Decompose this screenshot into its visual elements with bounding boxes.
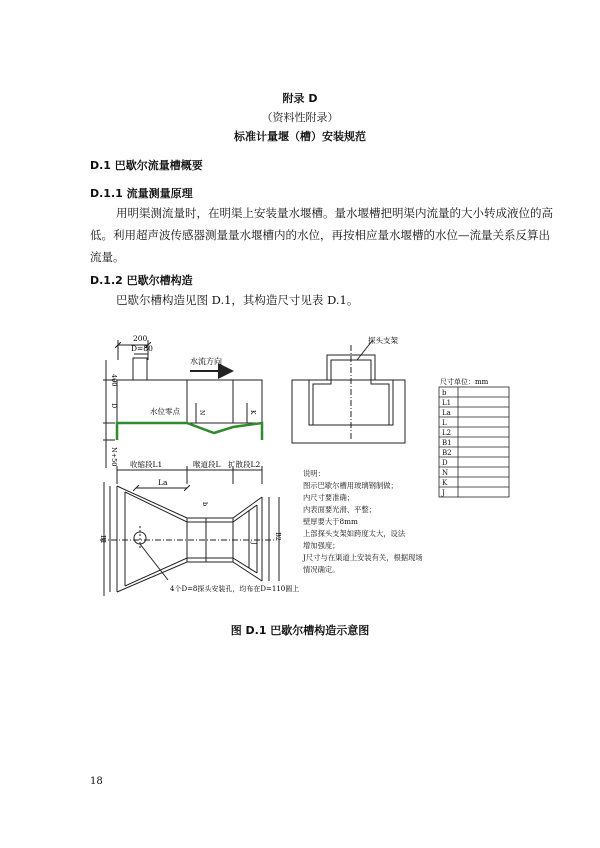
appendix-title: 标准计量堰（槽）安装规范 xyxy=(234,130,366,143)
table-row: L1 xyxy=(442,399,452,407)
j-label: J xyxy=(250,542,258,545)
b2-label: B2 xyxy=(274,532,282,541)
section-d11-heading: D.1.1 流量测量原理 xyxy=(90,187,193,200)
k-label: K xyxy=(249,410,256,415)
b1-label: B1 xyxy=(99,535,107,544)
note-line: 内表面要光滑、平整； xyxy=(303,505,376,514)
dim-200-label: 200 xyxy=(133,334,148,343)
figure-caption: 图 D.1 巴歇尔槽构造示意图 xyxy=(230,624,370,637)
contraction-label: 收缩段L1 xyxy=(130,460,163,469)
probe-holes-note: 4个D=8探头安装孔，均布在D=110圆上 xyxy=(170,585,300,593)
table-row: b xyxy=(442,389,447,397)
table-row: N xyxy=(442,469,449,477)
channel-bottom-line xyxy=(117,423,262,440)
side-elevation-view xyxy=(103,340,262,468)
note-line: 增加强度； xyxy=(303,541,340,550)
figure-notes xyxy=(302,469,423,574)
la-label: La xyxy=(158,478,168,487)
note-line: 上部探头支架如跨度太大，设法 xyxy=(303,529,406,538)
section-d12-heading: D.1.2 巴歇尔槽构造 xyxy=(90,274,193,287)
cross-section-view xyxy=(292,341,405,443)
note-line: 壁厚要大于8mm xyxy=(303,517,358,526)
appendix-nature: （资料性附录） xyxy=(261,111,339,124)
dim-400-label: 400 xyxy=(110,374,118,387)
b-label: b xyxy=(201,502,209,507)
table-row: J xyxy=(442,489,445,497)
table-row: D xyxy=(442,459,448,467)
note-line: 内尺寸要准确； xyxy=(303,493,355,502)
d11-paragraph-line1: 用明渠测流量时，在明渠上安装量水堰槽。量水堰槽把明渠内流量的大小转成液位的高 xyxy=(116,206,553,220)
table-row: K xyxy=(442,479,448,487)
note-line: 情况确定。 xyxy=(303,565,340,574)
dim-d80-label: D=80 xyxy=(131,344,153,353)
expansion-label: 扩散段L2 xyxy=(228,460,261,469)
table-row: L2 xyxy=(442,429,452,437)
note-line: 图示巴歇尔槽用玻璃钢制做； xyxy=(303,481,398,490)
note-line: 说明： xyxy=(303,469,325,478)
size-table-unit: 尺寸单位：mm xyxy=(440,378,489,386)
dim-n50-label: N+50 xyxy=(110,447,118,467)
page-number: 18 xyxy=(90,776,103,787)
d12-paragraph: 巴歇尔槽构造见图 D.1，其构造尺寸见表 D.1。 xyxy=(116,293,359,307)
flow-direction-label: 水流方向 xyxy=(190,357,222,366)
table-row: B2 xyxy=(442,449,452,457)
section-d1-heading: D.1 巴歇尔流量槽概要 xyxy=(90,159,203,172)
water-zero-label: 水位零点 xyxy=(150,407,180,416)
table-row: B1 xyxy=(442,439,452,447)
probe-bracket-label: 探头支架 xyxy=(368,336,398,345)
throat-label: 喉道段L xyxy=(193,460,221,469)
size-table-row-labels xyxy=(441,389,452,497)
dim-d-label: D xyxy=(110,403,118,409)
table-row: L xyxy=(442,419,447,427)
appendix-label: 附录 D xyxy=(282,92,318,105)
d11-paragraph-line3: 流量。 xyxy=(90,250,125,264)
d11-paragraph-line2: 低。利用超声波传感器测量量水堰槽内的水位，再按相应量水堰槽的水位—流量关系反算出 xyxy=(90,228,550,242)
note-line: J尺寸与在渠道上安装有关，根据现场 xyxy=(303,553,423,562)
table-row: La xyxy=(442,409,451,417)
n-label: N xyxy=(198,410,205,416)
plan-view xyxy=(100,466,279,596)
